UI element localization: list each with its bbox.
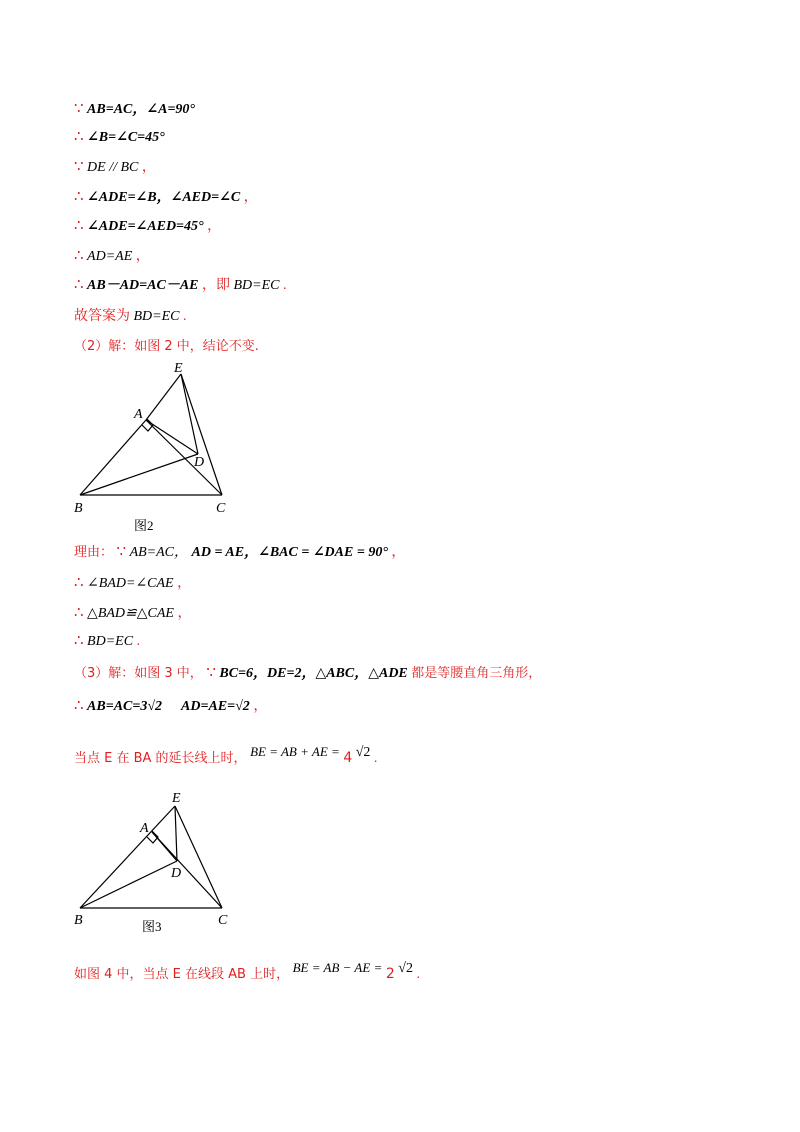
line-14 (74, 662, 541, 682)
label-e: E (172, 791, 181, 806)
line-14-tail: 都是等腰直角三角形， (411, 666, 542, 681)
line-16 (74, 744, 378, 767)
figure-2-caption: 图2 (134, 518, 154, 533)
line-10-tail: ， (391, 545, 406, 560)
line-7-math2: BD=EC (233, 278, 280, 293)
line-5 (74, 215, 221, 235)
label-b: B (74, 913, 83, 928)
therefore-symbol: ∴ (74, 698, 84, 714)
line-7 (74, 274, 287, 294)
line-13-tail: . (136, 634, 141, 649)
line-3 (74, 156, 156, 176)
therefore-symbol: ∴ (74, 248, 84, 264)
line-2-math: ∠B=∠C=45° (87, 130, 165, 145)
line-9 (74, 335, 259, 355)
line-16-value: 4 (343, 750, 353, 766)
therefore-symbol: ∴ (74, 575, 84, 591)
therefore-symbol: ∴ (74, 189, 84, 205)
line-8-tail: . (183, 309, 187, 324)
line-13-math: BD=EC (87, 634, 134, 649)
line-17-math: BE = AB − AE = (292, 960, 383, 975)
line-3-math: DE // BC (87, 160, 139, 175)
line-7-math: AB－AD=AC－AE (87, 278, 199, 293)
therefore-symbol: ∴ (74, 218, 84, 234)
line-12 (74, 602, 191, 622)
line-16-text: 当点 E 在 BA 的延长线上时， (74, 751, 247, 766)
line-10-math: AB=AC， (129, 545, 189, 560)
line-10-math2: AD = AE，∠BAC = ∠DAE = 90° (191, 545, 388, 560)
line-11-tail: ， (177, 576, 192, 591)
because-symbol: ∵ (116, 544, 127, 560)
line-6 (74, 245, 150, 265)
segment-ad (152, 832, 177, 861)
line-10 (74, 541, 405, 561)
segment-ad (146, 420, 198, 454)
line-8-math: BD=EC (133, 309, 180, 324)
line-12-tail: ， (177, 606, 192, 621)
line-13 (74, 631, 140, 650)
line-7-mid: ，即 (202, 278, 230, 293)
segment-be (80, 806, 175, 908)
line-11-math: ∠BAD=∠CAE (87, 576, 174, 591)
label-c: C (218, 913, 228, 928)
therefore-symbol: ∴ (74, 129, 84, 145)
line-8 (74, 305, 187, 325)
line-4 (74, 186, 258, 206)
label-d: D (171, 866, 182, 881)
segment-ac (146, 420, 222, 495)
therefore-symbol: ∴ (74, 277, 84, 293)
line-11 (74, 572, 191, 592)
segment-ae (146, 374, 181, 420)
figure-3-caption: 图3 (142, 919, 162, 934)
line-14-text: （3）解：如图 3 中， (74, 666, 203, 681)
label-a: A (140, 821, 149, 836)
line-4-tail: ， (243, 190, 258, 205)
line-4-math: ∠ADE=∠B，∠AED=∠C (87, 190, 241, 205)
label-d: D (194, 455, 205, 470)
line-1 (74, 98, 195, 118)
because-symbol: ∵ (74, 101, 84, 117)
segment-bd (80, 861, 177, 908)
line-14-math: BC=6，DE=2，△ABC，△ADE (219, 666, 408, 681)
line-3-tail: ， (141, 160, 156, 175)
line-16-tail: . (373, 751, 378, 766)
segment-ed (175, 806, 177, 861)
segment-ec (175, 806, 222, 908)
figure-2 (70, 358, 270, 533)
line-2 (74, 127, 165, 146)
line-5-tail: ， (207, 219, 222, 234)
segment-ed (181, 374, 198, 454)
line-16-radical: √2 (355, 745, 371, 760)
line-15 (74, 695, 267, 715)
line-15-math: AB=AC=3√2 (87, 699, 163, 714)
line-7-tail: . (283, 278, 287, 293)
line-16-math: BE = AB + AE = (250, 744, 340, 759)
therefore-symbol: ∴ (74, 633, 84, 649)
line-17-text: 如图 4 中，当点 E 在线段 AB 上时， (74, 967, 290, 982)
line-17-tail: . (416, 967, 420, 982)
because-symbol: ∵ (206, 665, 216, 681)
line-6-math: AD=AE (87, 249, 133, 264)
line-17 (74, 960, 420, 983)
therefore-symbol: ∴ (74, 605, 84, 621)
line-9-text: （2）解：如图 2 中，结论不变. (74, 339, 259, 354)
line-12-math: △BAD≌△CAE (87, 606, 174, 621)
line-10-text: 理由： (74, 545, 114, 560)
figure-3 (70, 785, 270, 940)
segment-ec (181, 374, 222, 495)
label-c: C (216, 501, 226, 516)
line-17-value: 2 (385, 966, 395, 982)
line-6-tail: ， (135, 249, 150, 264)
label-a: A (134, 407, 143, 422)
label-b: B (74, 501, 83, 516)
line-15-math2: AD=AE=√2 (181, 699, 250, 714)
line-15-tail: ， (253, 699, 268, 714)
label-e: E (174, 361, 183, 376)
line-1-math: AB=AC，∠A=90° (87, 102, 196, 117)
line-8-text: 故答案为 (74, 308, 130, 324)
line-5-math: ∠ADE=∠AED=45° (87, 219, 204, 234)
line-17-radical: √2 (398, 961, 413, 976)
because-symbol: ∵ (74, 159, 84, 175)
